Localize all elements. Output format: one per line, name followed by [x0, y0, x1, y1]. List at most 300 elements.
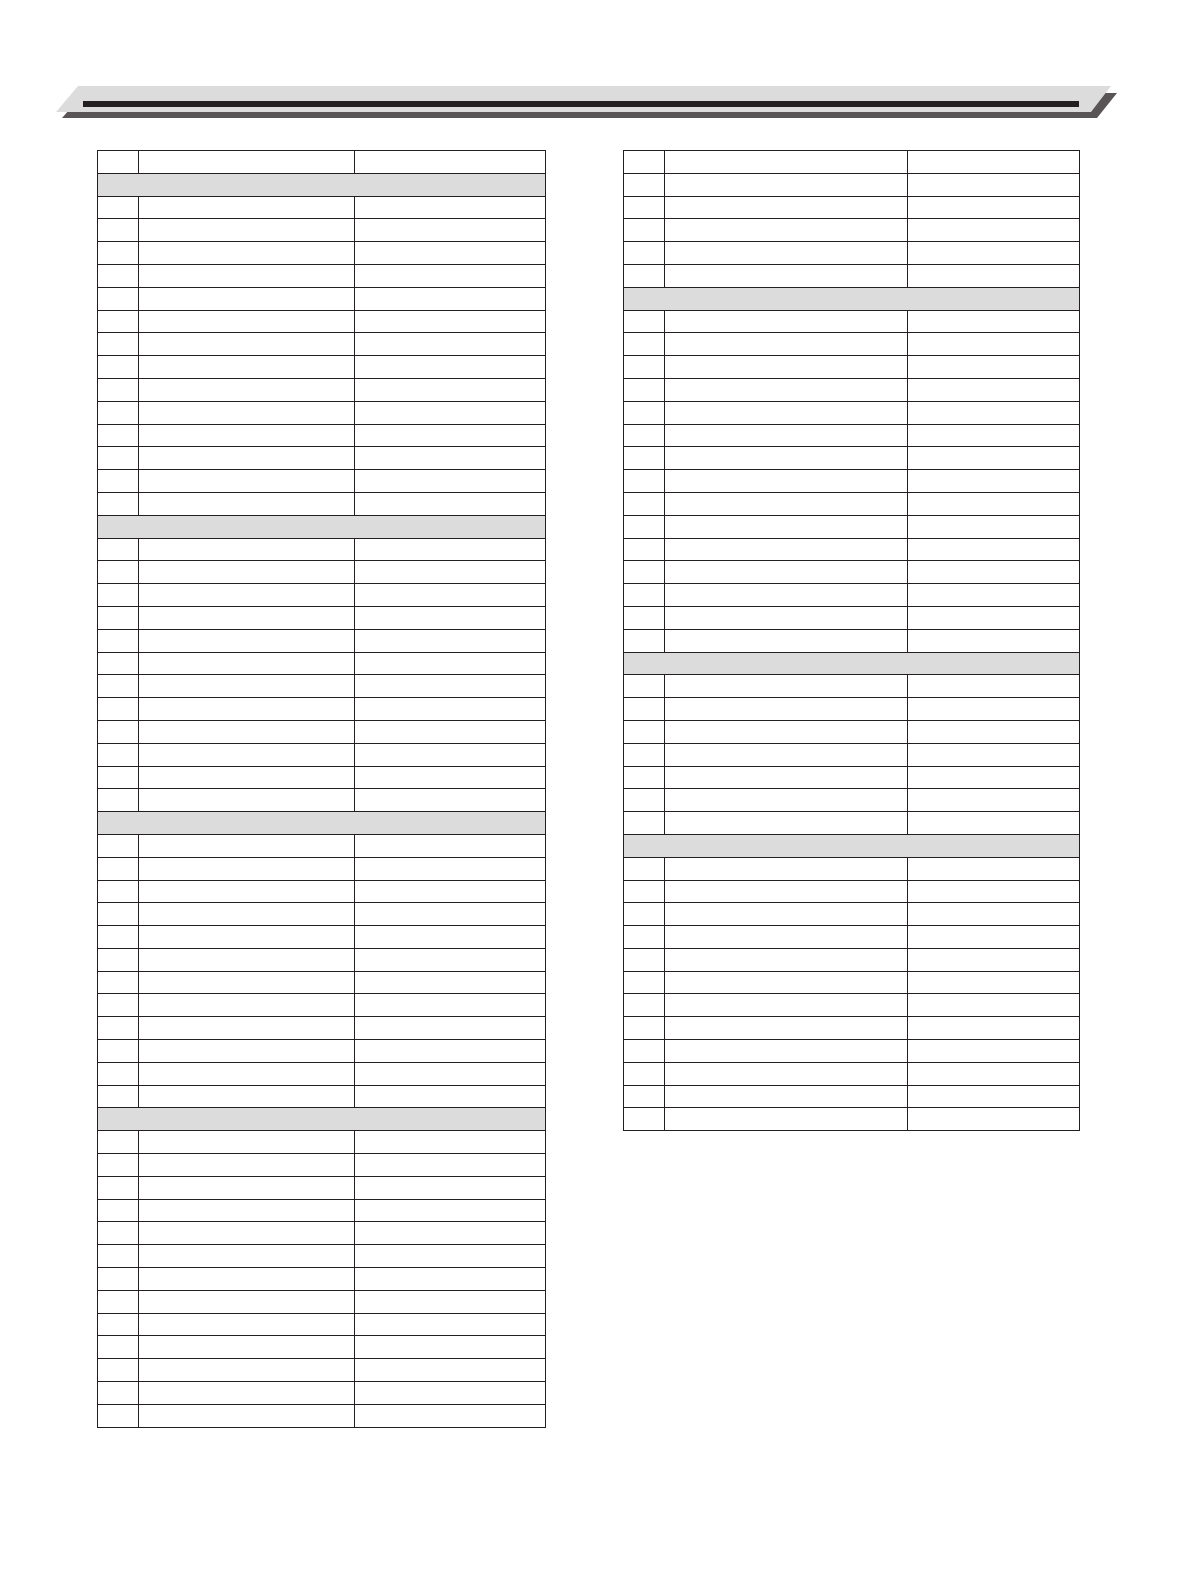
value-cell — [908, 675, 1080, 698]
row-number-cell — [98, 1382, 139, 1405]
value-cell — [908, 1062, 1080, 1085]
value-cell — [355, 424, 546, 447]
item-cell — [139, 492, 355, 515]
table-row — [624, 219, 1080, 242]
value-cell — [908, 333, 1080, 356]
row-number-cell — [98, 606, 139, 629]
value-cell — [355, 1268, 546, 1291]
item-cell — [665, 971, 908, 994]
table-row — [98, 1382, 546, 1405]
row-number-cell — [624, 401, 665, 424]
table-row — [98, 720, 546, 743]
row-number-cell — [624, 606, 665, 629]
table-row — [98, 242, 546, 265]
row-number-cell — [98, 789, 139, 812]
row-number-cell — [98, 242, 139, 265]
table-row — [624, 994, 1080, 1017]
row-number-cell — [624, 1017, 665, 1040]
table-row — [624, 447, 1080, 470]
row-number-cell — [624, 242, 665, 265]
value-cell — [355, 652, 546, 675]
item-cell — [139, 1017, 355, 1040]
item-cell — [665, 812, 908, 835]
row-number-cell — [98, 151, 139, 174]
header-banner-plate — [56, 86, 1111, 112]
item-cell — [139, 1404, 355, 1427]
table-row — [624, 310, 1080, 333]
item-cell — [139, 151, 355, 174]
row-number-cell — [624, 1040, 665, 1063]
value-cell — [908, 310, 1080, 333]
value-cell — [355, 1085, 546, 1108]
table-row — [624, 1085, 1080, 1108]
value-cell — [355, 675, 546, 698]
table-row — [98, 926, 546, 949]
table-row — [624, 789, 1080, 812]
section-header-row — [624, 287, 1080, 310]
table-row — [98, 424, 546, 447]
table-row — [98, 470, 546, 493]
item-cell — [665, 994, 908, 1017]
value-cell — [908, 470, 1080, 493]
row-number-cell — [624, 1062, 665, 1085]
item-cell — [665, 766, 908, 789]
value-cell — [355, 880, 546, 903]
table-row — [98, 1199, 546, 1222]
row-number-cell — [624, 903, 665, 926]
item-cell — [139, 356, 355, 379]
item-cell — [139, 561, 355, 584]
row-number-cell — [98, 766, 139, 789]
row-number-cell — [98, 1154, 139, 1177]
row-number-cell — [98, 743, 139, 766]
table-row — [98, 948, 546, 971]
table-row — [98, 652, 546, 675]
table-row — [624, 424, 1080, 447]
table-row — [98, 447, 546, 470]
header-banner — [0, 0, 1191, 130]
item-cell — [139, 424, 355, 447]
row-number-cell — [624, 880, 665, 903]
value-cell — [908, 242, 1080, 265]
row-number-cell — [98, 1313, 139, 1336]
value-cell — [908, 789, 1080, 812]
row-number-cell — [98, 401, 139, 424]
value-cell — [355, 356, 546, 379]
table-row — [98, 1154, 546, 1177]
table-row — [98, 1359, 546, 1382]
row-number-cell — [98, 287, 139, 310]
item-cell — [139, 948, 355, 971]
table-row — [624, 948, 1080, 971]
right-table — [623, 150, 1080, 1131]
item-cell — [139, 378, 355, 401]
value-cell — [355, 948, 546, 971]
section-header-label — [98, 812, 546, 835]
table-row — [624, 675, 1080, 698]
row-number-cell — [98, 492, 139, 515]
table-row — [624, 1062, 1080, 1085]
item-cell — [665, 401, 908, 424]
table-row — [624, 538, 1080, 561]
table-row — [624, 698, 1080, 721]
value-cell — [355, 584, 546, 607]
value-cell — [908, 766, 1080, 789]
table-row — [98, 538, 546, 561]
table-row — [624, 903, 1080, 926]
row-number-cell — [98, 698, 139, 721]
item-cell — [139, 720, 355, 743]
table-row — [624, 561, 1080, 584]
table-row — [98, 333, 546, 356]
item-cell — [139, 1382, 355, 1405]
table-row — [624, 743, 1080, 766]
row-number-cell — [98, 1085, 139, 1108]
table-row — [98, 310, 546, 333]
table-row — [98, 1313, 546, 1336]
value-cell — [355, 857, 546, 880]
item-cell — [139, 1199, 355, 1222]
row-number-cell — [624, 561, 665, 584]
table-row — [98, 880, 546, 903]
value-cell — [355, 1017, 546, 1040]
value-cell — [908, 151, 1080, 174]
item-cell — [665, 948, 908, 971]
item-cell — [665, 1040, 908, 1063]
row-number-cell — [98, 561, 139, 584]
item-cell — [665, 1085, 908, 1108]
item-cell — [139, 789, 355, 812]
row-number-cell — [98, 470, 139, 493]
row-number-cell — [624, 948, 665, 971]
value-cell — [355, 1199, 546, 1222]
table-row — [624, 766, 1080, 789]
row-number-cell — [98, 926, 139, 949]
row-number-cell — [624, 971, 665, 994]
item-cell — [139, 1131, 355, 1154]
table-row — [98, 196, 546, 219]
row-number-cell — [98, 1062, 139, 1085]
table-row — [98, 561, 546, 584]
row-number-cell — [624, 219, 665, 242]
row-number-cell — [624, 333, 665, 356]
value-cell — [908, 1108, 1080, 1131]
item-cell — [665, 538, 908, 561]
table-row — [624, 264, 1080, 287]
row-number-cell — [98, 834, 139, 857]
row-number-cell — [98, 1176, 139, 1199]
table-row — [624, 857, 1080, 880]
item-cell — [665, 720, 908, 743]
table-row — [98, 1017, 546, 1040]
value-cell — [908, 926, 1080, 949]
row-number-cell — [624, 264, 665, 287]
value-cell — [908, 538, 1080, 561]
table-row — [98, 1085, 546, 1108]
row-number-cell — [98, 1404, 139, 1427]
item-cell — [139, 766, 355, 789]
value-cell — [908, 492, 1080, 515]
value-cell — [355, 401, 546, 424]
item-cell — [139, 1085, 355, 1108]
table-row — [98, 492, 546, 515]
left-table — [97, 150, 546, 1428]
item-cell — [139, 1062, 355, 1085]
section-header-row — [98, 173, 546, 196]
row-number-cell — [98, 424, 139, 447]
row-number-cell — [98, 538, 139, 561]
table-row — [624, 880, 1080, 903]
table-row — [98, 903, 546, 926]
table-row — [624, 971, 1080, 994]
row-number-cell — [98, 1199, 139, 1222]
section-header-label — [98, 173, 546, 196]
item-cell — [139, 1359, 355, 1382]
value-cell — [355, 926, 546, 949]
table-row — [624, 242, 1080, 265]
value-cell — [908, 219, 1080, 242]
section-header-label — [98, 515, 546, 538]
table-row — [624, 401, 1080, 424]
row-number-cell — [624, 743, 665, 766]
row-number-cell — [98, 880, 139, 903]
value-cell — [355, 1336, 546, 1359]
value-cell — [908, 903, 1080, 926]
value-cell — [908, 1040, 1080, 1063]
item-cell — [665, 698, 908, 721]
item-cell — [665, 151, 908, 174]
value-cell — [908, 606, 1080, 629]
item-cell — [665, 492, 908, 515]
item-cell — [139, 994, 355, 1017]
item-cell — [139, 880, 355, 903]
value-cell — [355, 1404, 546, 1427]
row-number-cell — [98, 1040, 139, 1063]
table-row — [98, 743, 546, 766]
item-cell — [139, 1040, 355, 1063]
row-number-cell — [624, 812, 665, 835]
row-number-cell — [98, 629, 139, 652]
value-cell — [908, 971, 1080, 994]
table-row — [98, 1290, 546, 1313]
table-row — [624, 151, 1080, 174]
value-cell — [908, 857, 1080, 880]
item-cell — [665, 561, 908, 584]
value-cell — [908, 401, 1080, 424]
value-cell — [908, 424, 1080, 447]
table-row — [624, 356, 1080, 379]
value-cell — [355, 492, 546, 515]
value-cell — [355, 1382, 546, 1405]
row-number-cell — [624, 173, 665, 196]
value-cell — [355, 538, 546, 561]
value-cell — [908, 196, 1080, 219]
table-row — [98, 1176, 546, 1199]
item-cell — [139, 857, 355, 880]
row-number-cell — [98, 196, 139, 219]
item-cell — [139, 926, 355, 949]
table-row — [98, 219, 546, 242]
value-cell — [355, 1176, 546, 1199]
value-cell — [908, 720, 1080, 743]
item-cell — [139, 584, 355, 607]
row-number-cell — [624, 1085, 665, 1108]
item-cell — [139, 242, 355, 265]
value-cell — [355, 903, 546, 926]
table-row — [98, 994, 546, 1017]
item-cell — [665, 310, 908, 333]
value-cell — [355, 1245, 546, 1268]
row-number-cell — [624, 766, 665, 789]
value-cell — [908, 447, 1080, 470]
value-cell — [355, 1131, 546, 1154]
item-cell — [665, 880, 908, 903]
row-number-cell — [98, 1017, 139, 1040]
table-row — [98, 834, 546, 857]
value-cell — [908, 173, 1080, 196]
row-number-cell — [624, 857, 665, 880]
left-table-body — [98, 151, 546, 1428]
value-cell — [908, 378, 1080, 401]
section-header-row — [624, 834, 1080, 857]
value-cell — [355, 310, 546, 333]
row-number-cell — [624, 356, 665, 379]
section-header-label — [624, 287, 1080, 310]
section-header-label — [624, 834, 1080, 857]
item-cell — [665, 378, 908, 401]
value-cell — [355, 766, 546, 789]
row-number-cell — [98, 994, 139, 1017]
row-number-cell — [98, 1131, 139, 1154]
value-cell — [355, 333, 546, 356]
value-cell — [355, 1062, 546, 1085]
table-row — [98, 151, 546, 174]
row-number-cell — [624, 447, 665, 470]
table-row — [98, 1222, 546, 1245]
table-row — [98, 675, 546, 698]
table-row — [98, 356, 546, 379]
row-number-cell — [624, 1108, 665, 1131]
row-number-cell — [624, 698, 665, 721]
row-number-cell — [624, 720, 665, 743]
row-number-cell — [98, 310, 139, 333]
row-number-cell — [98, 1222, 139, 1245]
item-cell — [139, 834, 355, 857]
row-number-cell — [98, 356, 139, 379]
row-number-cell — [624, 196, 665, 219]
table-row — [98, 766, 546, 789]
row-number-cell — [624, 926, 665, 949]
table-row — [98, 1245, 546, 1268]
value-cell — [355, 151, 546, 174]
item-cell — [139, 333, 355, 356]
value-cell — [908, 561, 1080, 584]
item-cell — [139, 652, 355, 675]
row-number-cell — [98, 1359, 139, 1382]
table-row — [98, 1131, 546, 1154]
value-cell — [355, 470, 546, 493]
table-row — [98, 1062, 546, 1085]
table-row — [624, 720, 1080, 743]
row-number-cell — [98, 219, 139, 242]
item-cell — [139, 903, 355, 926]
table-row — [98, 287, 546, 310]
table-row — [98, 698, 546, 721]
item-cell — [139, 470, 355, 493]
table-row — [98, 401, 546, 424]
row-number-cell — [98, 378, 139, 401]
item-cell — [139, 743, 355, 766]
table-row — [624, 926, 1080, 949]
table-row — [624, 584, 1080, 607]
value-cell — [908, 629, 1080, 652]
value-cell — [908, 356, 1080, 379]
item-cell — [665, 470, 908, 493]
item-cell — [139, 287, 355, 310]
right-table-body — [624, 151, 1080, 1131]
row-number-cell — [98, 1290, 139, 1313]
table-row — [624, 378, 1080, 401]
item-cell — [665, 219, 908, 242]
value-cell — [908, 515, 1080, 538]
section-header-row — [98, 1108, 546, 1131]
item-cell — [139, 629, 355, 652]
item-cell — [139, 196, 355, 219]
row-number-cell — [624, 629, 665, 652]
item-cell — [665, 675, 908, 698]
value-cell — [355, 971, 546, 994]
row-number-cell — [98, 652, 139, 675]
value-cell — [355, 789, 546, 812]
value-cell — [355, 606, 546, 629]
table-row — [624, 492, 1080, 515]
table-row — [98, 378, 546, 401]
item-cell — [665, 743, 908, 766]
row-number-cell — [624, 424, 665, 447]
value-cell — [908, 264, 1080, 287]
item-cell — [139, 538, 355, 561]
item-cell — [139, 1154, 355, 1177]
item-cell — [139, 1268, 355, 1291]
value-cell — [355, 629, 546, 652]
item-cell — [139, 606, 355, 629]
item-cell — [665, 264, 908, 287]
item-cell — [139, 1222, 355, 1245]
table-row — [624, 1108, 1080, 1131]
item-cell — [665, 903, 908, 926]
item-cell — [665, 789, 908, 812]
value-cell — [355, 1040, 546, 1063]
table-row — [98, 1404, 546, 1427]
item-cell — [665, 584, 908, 607]
item-cell — [665, 173, 908, 196]
row-number-cell — [624, 994, 665, 1017]
value-cell — [355, 1290, 546, 1313]
value-cell — [908, 812, 1080, 835]
table-row — [98, 629, 546, 652]
item-cell — [665, 629, 908, 652]
value-cell — [355, 287, 546, 310]
item-cell — [665, 356, 908, 379]
row-number-cell — [98, 333, 139, 356]
table-row — [624, 173, 1080, 196]
value-cell — [355, 242, 546, 265]
table-row — [624, 629, 1080, 652]
item-cell — [139, 1290, 355, 1313]
item-cell — [665, 857, 908, 880]
value-cell — [355, 720, 546, 743]
item-cell — [665, 424, 908, 447]
